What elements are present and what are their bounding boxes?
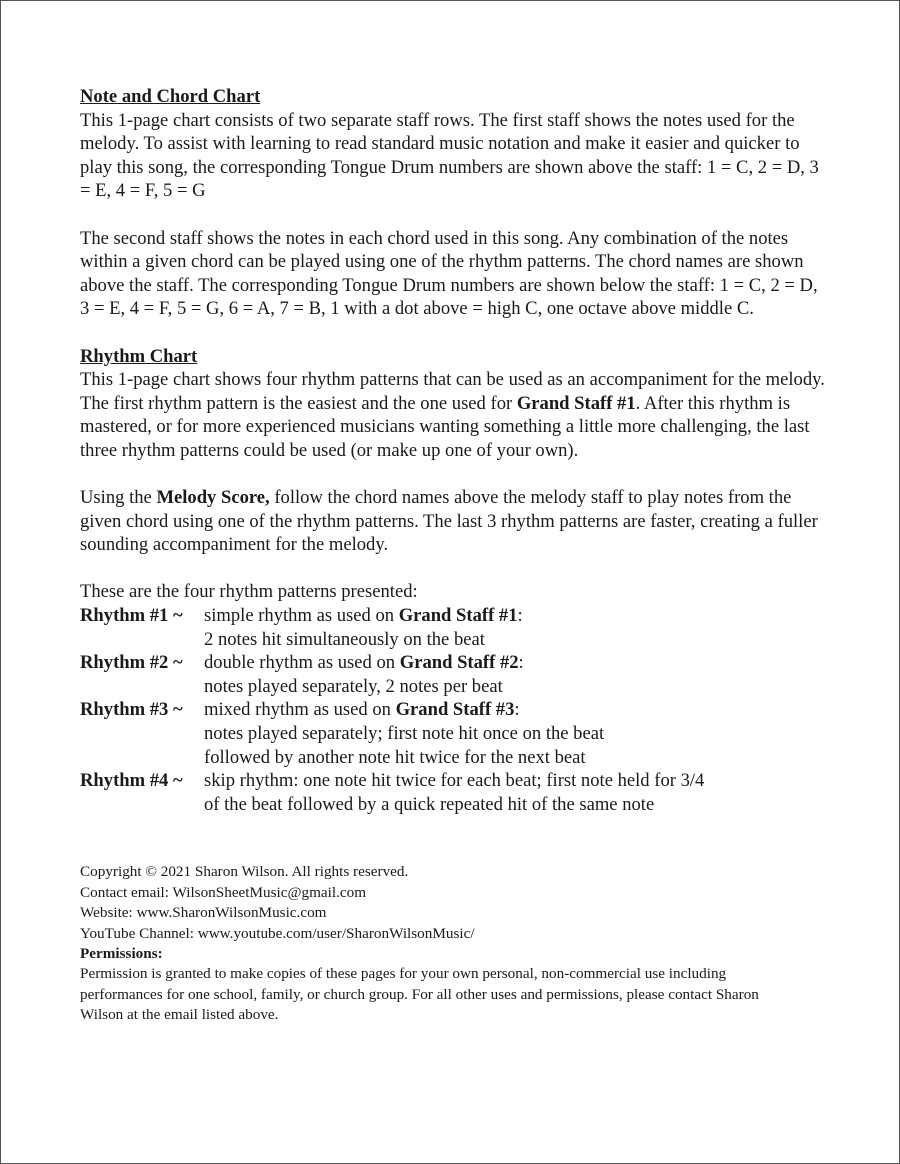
permissions-title: Permissions: <box>80 945 163 963</box>
note-chord-paragraph-1: This 1-page chart consists of two separate staff rows. The first staff shows the notes used for the melody. To assist with learning to read standard music notation and make it easier and quicker to play this song, the corresponding Tongue Drum numbers are shown above the staff: 1 = C, 2 = D, 3 = E, 4 = F, 5 = G <box>80 109 819 202</box>
footer <box>80 862 825 1025</box>
rhythm-description: mixed rhythm as used on Grand Staff #3: notes played separately; first note hit once on the beat followed by another note hit twice for the next beat <box>204 699 605 768</box>
rhythm-item-3 <box>80 698 825 769</box>
rhythm-item-2 <box>80 651 825 698</box>
rhythm-intro: These are the four rhythm patterns presented: <box>80 581 418 603</box>
rhythm-label: Rhythm #2 ~ <box>80 652 183 674</box>
rhythm-item-1 <box>80 604 825 651</box>
rhythm-chart-heading: Rhythm Chart <box>80 345 198 367</box>
rhythm-chart-paragraph-1: This 1-page chart shows four rhythm patterns that can be used as an accompaniment for the melody. The first rhythm pattern is the easiest and the one used for Grand Staff #1. After this rhythm is mastered, or for more experienced musicians wanting something a little more challenging, the last three rhythm patterns could be used (or make up one of your own). <box>80 369 825 461</box>
rhythm-description: skip rhythm: one note hit twice for each beat; first note held for 3/4 of the beat followed by a quick repeated hit of the same note <box>204 770 705 815</box>
rhythm-chart-paragraph-2: Using the Melody Score, follow the chord names above the melody staff to play notes from the given chord using one of the rhythm patterns. The last 3 rhythm patterns are faster, creating a fuller sounding accompaniment for the melody. <box>80 487 818 556</box>
rhythm-label: Rhythm #1 ~ <box>80 605 183 627</box>
permissions-text: Permission is granted to make copies of these pages for your own personal, non-commercial use including performances for one school, family, or church group. For all other uses and permissions, please contact Sharon Wilson at the email listed above. <box>80 965 759 1024</box>
main-content <box>80 85 825 816</box>
rhythm-description: double rhythm as used on Grand Staff #2: notes played separately, 2 notes per beat <box>204 652 524 697</box>
note-chord-heading: Note and Chord Chart <box>80 86 261 107</box>
note-chord-paragraph-2: The second staff shows the notes in each chord used in this song. Any combination of the notes within a given chord can be played using one of the rhythm patterns. The chord names are shown above the staff. The corresponding Tongue Drum numbers are shown below the staff: 1 = C, 2 = D, 3 = E, 4 = F, 5 = G, 6 = A, 7 = B, 1 with a dot above = high C, one octave above middle C. <box>80 227 818 320</box>
rhythm-description: simple rhythm as used on Grand Staff #1: 2 notes hit simultaneously on the beat <box>204 605 523 650</box>
youtube-channel: YouTube Channel: www.youtube.com/user/SharonWilsonMusic/ <box>80 924 475 942</box>
rhythm-item-4 <box>80 769 825 816</box>
website: Website: www.SharonWilsonMusic.com <box>80 904 327 922</box>
rhythm-label: Rhythm #3 ~ <box>80 699 183 721</box>
rhythm-label: Rhythm #4 ~ <box>80 770 183 792</box>
document-page <box>80 85 825 1026</box>
copyright: Copyright © 2021 Sharon Wilson. All rights reserved. <box>80 863 409 881</box>
contact-email: Contact email: WilsonSheetMusic@gmail.com <box>80 883 367 901</box>
